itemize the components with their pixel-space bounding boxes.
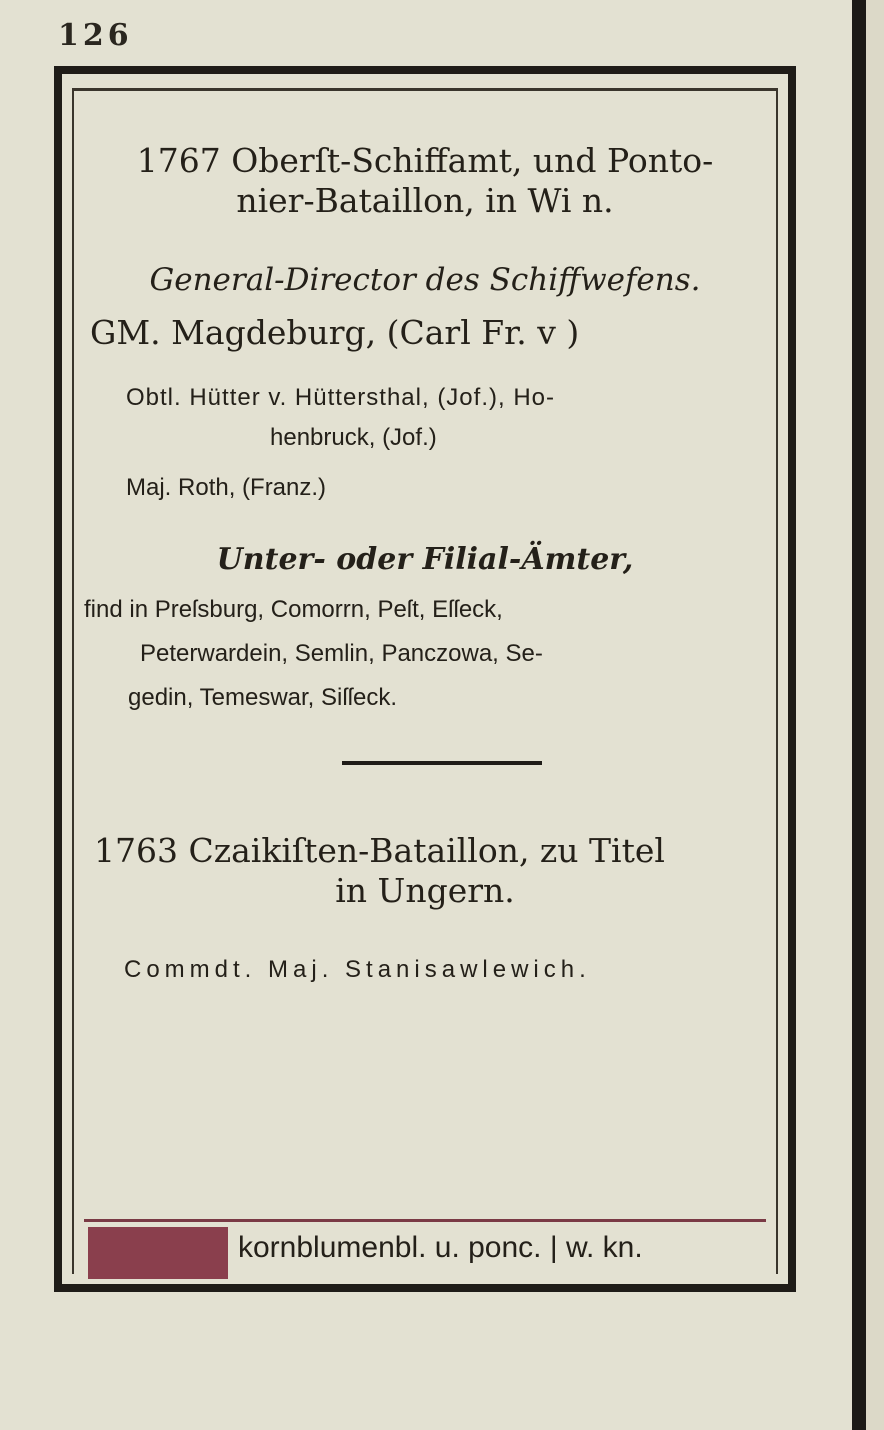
uniform-color-swatch <box>88 1227 228 1279</box>
page-number: 126 <box>58 18 133 53</box>
section1-title-line2: nier-Bataillon, in Wi n. <box>236 181 614 220</box>
section2-title-line1: 1763 Czaikiſten-Bataillon, zu Titel <box>94 831 665 870</box>
uniform-top-line <box>84 1219 766 1222</box>
content-inner <box>72 88 778 1274</box>
section2-commander: Commdt. Maj. Stanisawlewich. <box>124 956 591 983</box>
uniform-bottom-rule <box>84 1287 766 1290</box>
section1-maj: Maj. Roth, (Franz.) <box>126 474 327 501</box>
section1-general: GM. Magdeburg, (Carl Fr. v ) <box>90 313 580 352</box>
section1-locations-line2: Peterwardein, Semlin, Panczowa, Se- <box>140 640 543 667</box>
section1-role: General-Director des Schiffwefens. <box>149 262 701 298</box>
section1-obtl-line1: Obtl. Hütter v. Hüttersthal, (Jof.), Ho- <box>126 384 555 411</box>
section1-subheading: Unter- oder Filial-Ämter, <box>216 542 634 577</box>
section1-obtl-line2: henbruck, (Jof.) <box>270 424 437 451</box>
section1-title-line1: 1767 Oberſt-Schiffamt, und Ponto- <box>136 141 714 180</box>
content-frame <box>54 66 796 1292</box>
section1-locations-line1: find in Preſsburg, Comorrn, Peſt, Eſſeck, <box>84 596 503 623</box>
adjacent-page <box>866 0 884 1430</box>
section1-locations-line3: gedin, Temeswar, Siſſeck. <box>128 684 398 711</box>
section-divider <box>342 761 542 765</box>
uniform-color-label: kornblumenbl. u. ponc. | w. kn. <box>238 1231 643 1264</box>
section2-title-line2: in Ungern. <box>335 871 515 910</box>
